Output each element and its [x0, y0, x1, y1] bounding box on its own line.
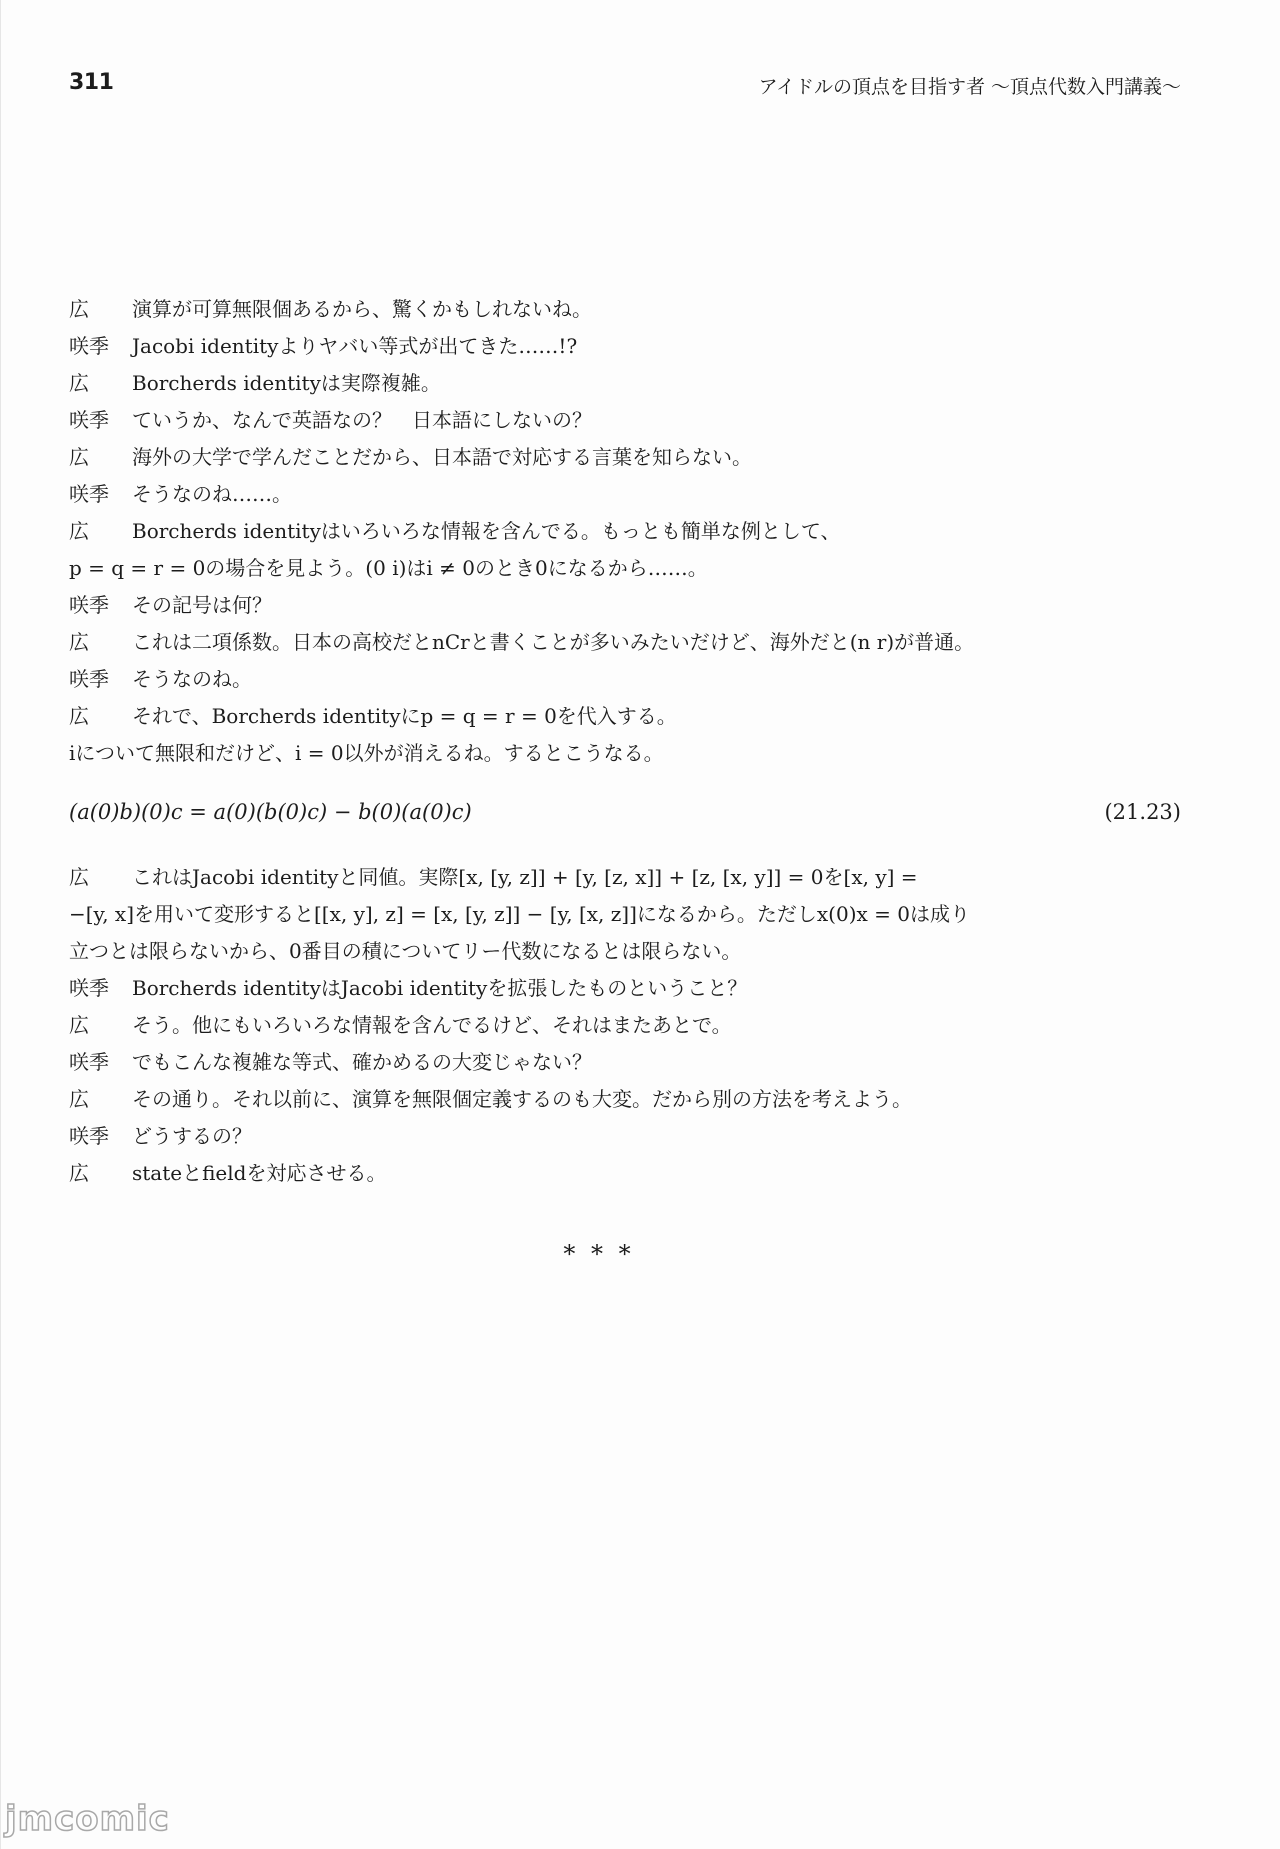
dialogue-text: Borcherds identityはいろいろな情報を含んでる。もっとも簡単な例として、 — [132, 519, 841, 543]
dialogue-text: Borcherds identityは実際複雑。 — [132, 371, 441, 395]
continuation-text: 立つとは限らないから、0番目の積についてリー代数になるとは限らない。 — [69, 939, 742, 963]
speaker-label: 広 — [69, 519, 89, 543]
dialogue-text: ていうか、なんで英語なの？ 日本語にしないの？ — [132, 408, 592, 432]
dialogue-text: 海外の大学で学んだことだから、日本語で対応する言葉を知らない。 — [132, 445, 752, 469]
continuation-text: −[y, x]を用いて変形すると[[x, y], z] = [x, [y, z]] − [y, [x, z]]になるから。ただしx(0)x = 0は成り — [69, 902, 970, 926]
dialogue-text: そうなのね……。 — [132, 482, 292, 506]
speaker-label: 咲季 — [69, 976, 109, 1000]
speaker-label: 広 — [69, 371, 89, 395]
equation-number: (21.23) — [1104, 800, 1181, 824]
continuation-text: iについて無限和だけど、i = 0以外が消えるね。するとこうなる。 — [69, 741, 664, 765]
watermark-logo: jmcomic — [5, 1799, 170, 1839]
speaker-label: 咲季 — [69, 593, 109, 617]
speaker-label: 咲季 — [69, 1124, 109, 1148]
dialogue-text: その記号は何？ — [132, 593, 272, 617]
speaker-label: 広 — [69, 1087, 89, 1111]
dialogue-text: そう。他にもいろいろな情報を含んでるけど、それはまたあとで。 — [132, 1013, 732, 1037]
speaker-label: 広 — [69, 297, 89, 321]
dialogue-text: それで、Borcherds identityにp = q = r = 0を代入する。 — [132, 704, 677, 728]
equation-body: (a(0)b)(0)c = a(0)(b(0)c) − b(0)(a(0)c) — [69, 800, 472, 824]
speaker-label: 咲季 — [69, 334, 109, 358]
speaker-label: 咲季 — [69, 482, 109, 506]
dialogue-text: どうするの？ — [132, 1124, 252, 1148]
running-head: アイドルの頂点を目指す者 〜頂点代数入門講義〜 — [758, 76, 1181, 98]
speaker-label: 広 — [69, 1161, 89, 1185]
dialogue-text: 演算が可算無限個あるから、驚くかもしれないね。 — [132, 297, 592, 321]
speaker-label: 咲季 — [69, 1050, 109, 1074]
speaker-label: 咲季 — [69, 408, 109, 432]
dialogue-text: stateとfieldを対応させる。 — [132, 1161, 387, 1185]
speaker-label: 広 — [69, 704, 89, 728]
dialogue-text: Borcherds identityはJacobi identityを拡張したものということ？ — [132, 976, 748, 1000]
speaker-label: 広 — [69, 1013, 89, 1037]
continuation-text: p = q = r = 0の場合を見よう。(0 i)はi ≠ 0のとき0になるから……。 — [69, 556, 708, 580]
speaker-label: 広 — [69, 630, 89, 654]
dialogue-text: その通り。それ以前に、演算を無限個定義するのも大変。だから別の方法を考えよう。 — [132, 1087, 912, 1111]
dialogue-text: これはJacobi identityと同値。実際[x, [y, z]] + [y, [z, x]] + [z, [x, y]] = 0を[x, y] = — [132, 865, 918, 889]
speaker-label: 咲季 — [69, 667, 109, 691]
speaker-label: 広 — [69, 445, 89, 469]
section-break: * * * — [563, 1240, 635, 1268]
dialogue-text: そうなのね。 — [132, 667, 252, 691]
speaker-label: 広 — [69, 865, 89, 889]
page-number: 311 — [69, 70, 114, 95]
dialogue-text: これは二項係数。日本の高校だとnCrと書くことが多いみたいだけど、海外だと(n r)が普通。 — [132, 630, 975, 654]
dialogue-text: でもこんな複雑な等式、確かめるの大変じゃない？ — [132, 1050, 592, 1074]
dialogue-text: Jacobi identityよりヤバい等式が出てきた……!? — [132, 334, 578, 358]
